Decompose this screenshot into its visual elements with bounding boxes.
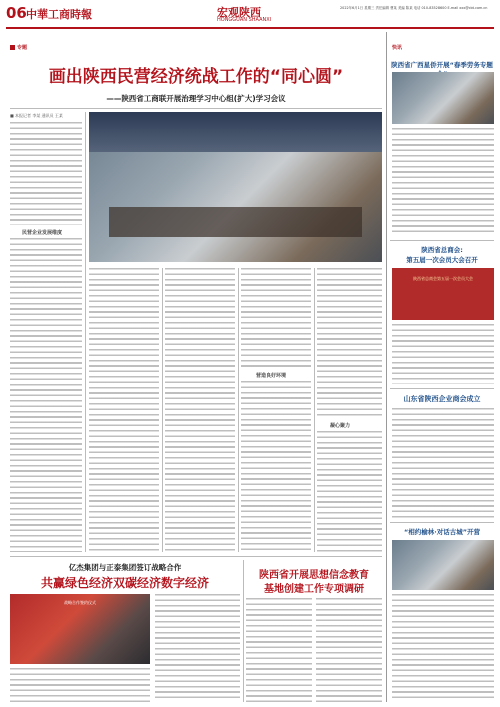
article-column-1b [10, 238, 82, 552]
main-headline: 画出陕西民营经济统战工作的“同心圆” [48, 67, 344, 87]
main-subhead: ——陕西省工商联开展治理学习中心组(扩大)学习会议 [106, 94, 286, 103]
divider [390, 240, 494, 241]
sidebar-story3-title: 山东省陕西企业商会成立 [403, 395, 481, 403]
bottom-mid-text-b [316, 598, 382, 702]
column-subhead-2: 营造良好环境 [256, 373, 287, 379]
article-column-4a [241, 268, 311, 368]
article-column-1a [10, 122, 82, 225]
sidebar-story2-text [392, 324, 494, 384]
sidebar-tag: 快讯 [392, 45, 403, 51]
column-subhead-3: 凝心聚力 [330, 423, 351, 429]
tag-square-icon [10, 45, 15, 50]
divider [390, 522, 494, 523]
article-column-3 [165, 268, 235, 552]
article-column-5b [317, 431, 382, 552]
sidebar-banner-text: 陕西省总商会第五届一次会员大会 [413, 276, 473, 281]
sidebar-story1-text [392, 128, 494, 236]
sidebar-story3-text [392, 408, 494, 518]
masthead-rule [6, 27, 494, 29]
column-subhead-1: 民营企业发展维度 [22, 230, 63, 236]
bottom-left-text-b [155, 594, 240, 702]
section-title: 宏观陕西 [217, 6, 261, 19]
story-tag-label: 专题 [17, 45, 28, 51]
photo-table [109, 207, 362, 237]
divider [390, 388, 494, 389]
sidebar-story2-title-2: 第五届一次会员大会召开 [406, 256, 478, 264]
section-subtitle: HONGGUAN SHAANXI [217, 17, 272, 23]
bottom-left-text-a [10, 668, 150, 702]
sidebar-story4-text [392, 594, 494, 702]
article-column-2 [89, 268, 159, 552]
sidebar-photo-2 [392, 268, 494, 320]
sidebar-photo-1 [392, 72, 494, 124]
sidebar-story1-title: 陕西省广西星侨开展“春季劳务专题 [391, 61, 493, 69]
column-rule [314, 268, 315, 552]
article-column-4b [241, 381, 311, 552]
column-rule [85, 112, 86, 552]
bottom-left-headline-1: 亿杰集团与正泰集团签订战略合作 [68, 563, 182, 572]
column-rule [243, 560, 244, 702]
bottom-mid-headline-2: 基地创建工作专项调研 [264, 584, 364, 595]
meeting-photo [89, 112, 382, 262]
divider [10, 108, 382, 109]
edition-meta: 2022年6月1日 星期三 责任编辑 曹某 美编 陈某 电话 010-83528600 E-mail xxx@cbt.com.cn [340, 6, 488, 10]
bottom-left-headline-2: 共赢绿色经济双碳经济数字经济 [40, 576, 209, 590]
bottom-mid-text-a [246, 598, 312, 702]
signing-photo [10, 594, 150, 664]
byline: ■ 本报记者 李某 通讯员 王某 [10, 113, 63, 118]
bottom-mid-headline-1: 陕西省开展思想信念教育 [259, 570, 369, 581]
sidebar-story4-title: “相约榆林·对话古城”开营 [403, 528, 480, 536]
photo-backdrop [89, 112, 382, 152]
divider [10, 556, 382, 557]
sidebar-story2-title-1: 陕西省总商会: [421, 246, 463, 254]
column-rule [162, 268, 163, 552]
article-column-5a [317, 268, 382, 418]
newspaper-name: 中華工商時報 [26, 8, 92, 21]
page-number: 06 [6, 4, 27, 22]
story-tag [10, 44, 27, 51]
sidebar-rule [386, 32, 387, 702]
sidebar-photo-3 [392, 540, 494, 590]
column-rule [238, 268, 239, 552]
signing-banner-text: 战略合作签约仪式 [64, 600, 96, 605]
